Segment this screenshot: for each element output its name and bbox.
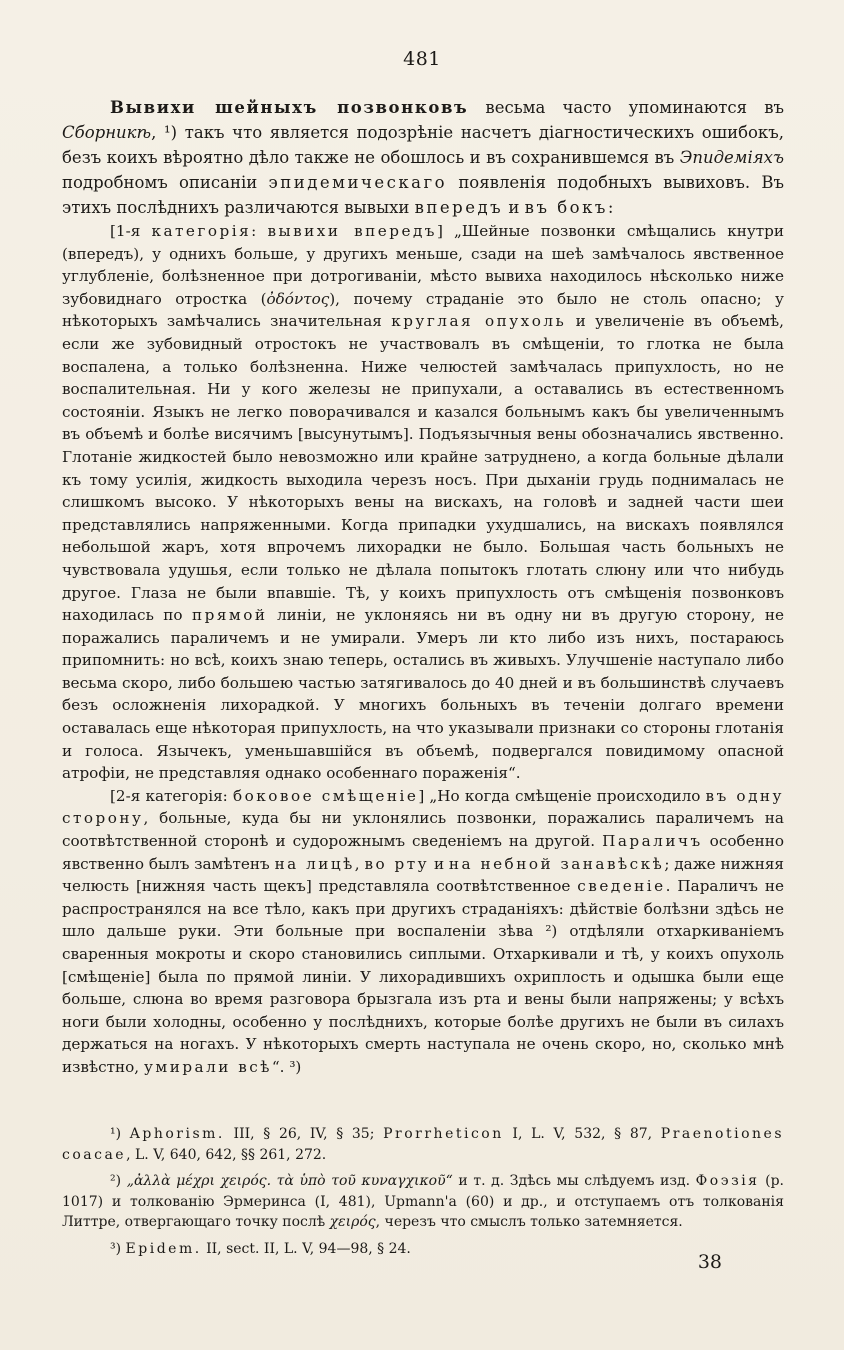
emphasis: во рту [364, 854, 430, 873]
emphasis: сведеніе [577, 877, 666, 896]
main-text [62, 95, 784, 1079]
footnote-3: ³) Epidem. II, sect. II, L. V, 94—98, § 24. [110, 1240, 411, 1257]
footnote-2: ²) „ἀλλὰ μέχρι χειρός. τὰ ὑπὸ τοῦ κυναγχικοῦ“ и т. д. Здѣсь мы слѣдуемъ изд. Фоэзія (p. 1017) и толкованію Эрмеринса (I, 481), Upmann'a (60) и др., и отступаемъ отъ толкованія Литтре, отвергающаго точку послѣ χειρός, черезъ что смыслъ только затемняется. [62, 1173, 784, 1230]
emphasis: на лицѣ [274, 854, 355, 873]
footnotes [62, 1124, 784, 1265]
emphasis: Параличъ [602, 832, 703, 851]
page-number: 481 [403, 48, 441, 70]
emphasis: эпидемическаго [268, 173, 448, 192]
emphasis: умирали всѣ [143, 1057, 272, 1076]
footnote-1: ¹) Aphorism. III, § 26, IV, § 35; Prorrheticon I, L. V, 532, § 87, Praenotiones coacae, L. V, 640, 642, §§ 261, 272. [62, 1126, 785, 1163]
work-title: Сборникѣ [62, 123, 152, 142]
emphasis: вывихи впередъ [267, 222, 437, 240]
category-1-paragraph: [1-я категорія: вывихи впередъ] „Шейные позвонки смѣщались кнутри (впередъ), у однихъ больше, у другихъ меньше, сзади на шеѣ замѣчалось явственное углубленіе, болѣзненное при дотрогиваніи, мѣсто вывиха находилось нѣсколько ниже зубовиднаго отростка (ὀδόντος), почему страданіе это было не столь опасно; у нѣкоторыхъ замѣчались значительная круглая опухоль и увеличеніе въ объемѣ, если же зубовидный отростокъ не участвовалъ въ смѣщеніи, то глотка не была воспалена, а только болѣзненна. Ниже челюстей замѣчалась припухлость, но не воспалительная. Ни у кого железы не припухали, а оставались въ естественномъ состояніи. Языкъ не легко поворачивался и казался больнымъ какъ бы увеличеннымъ въ объемѣ и болѣе висячимъ [высунутымъ]. Подъязычныя вены обозначались явственно. Глотаніе жидкостей было невозможно или крайне затруднено, а когда больные дѣлали къ тому усилія, жидкость выходила черезъ носъ. При дыханіи грудь поднималась не слишкомъ высоко. У нѣкоторыхъ вены на вискахъ, на головѣ и задней части шеи представлялись напряженными. Когда припадки ухудшались, на вискахъ появлялся небольшой жаръ, хотя впрочемъ лихорадки не было. Большая часть больныхъ не чувствовала удушья, если только не дѣлала попытокъ глотать слюну или что нибудь другое. Глаза не были впавшіе. Тѣ, у коихъ припухлость отъ смѣщенія позвонковъ находилась по прямой линіи, не уклоняясь ни въ одну ни въ другую сторону, не поражались параличемъ и не умирали. Умеръ ли кто либо изъ нихъ, постараюсь припомнить: но всѣ, коихъ знаю теперь, остались въ живыхъ. Улучшеніе наступало либо весьма скоро, либо большею частью затягивалось до 40 дней и въ большинствѣ случаевъ безъ осложненія лихорадкой. У многихъ больныхъ въ теченіи долгаго времени оставалась еще нѣкоторая припухлость, на что указывали признаки со стороны глотанія и голоса. Язычекъ, уменьшавшійся въ объемѣ, подвергался повидимому опасной атрофіи, не представляя однако особеннаго пораженія“. [62, 222, 785, 783]
emphasis: въ бокъ [524, 198, 608, 217]
emphasis: прямой [192, 606, 268, 625]
greek-term: ὀδόντος [266, 289, 330, 308]
lead-term: Вывихи шейныхъ позвонковъ [110, 98, 469, 117]
emphasis: впередъ [414, 198, 504, 217]
emphasis: боковое смѣщеніе [232, 786, 419, 805]
emphasis: круглая опухоль [391, 312, 567, 331]
intro-paragraph: Вывихи шейныхъ позвонковъ весьма часто упоминаются въ Сборникѣ, ¹) такъ что является подозрѣніе насчетъ діагностическихъ ошибокъ, безъ коихъ вѣроятно дѣло также не обошлось и въ сохранившемся въ Эпидеміяхъ подробномъ описаніи эпидемическаго появленія подобныхъ вывиховъ. Въ этихъ послѣднихъ различаются вывыхи впередъ и въ бокъ: [62, 98, 784, 217]
category-2-paragraph: [2-я категорія: боковое смѣщеніе] „Но когда смѣщеніе происходило въ одну сторону, больные, куда бы ни уклонялись позвонки, поражались параличемъ на соотвѣтственной сторонѣ и судорожнымъ сведеніемъ на другой. Параличъ особенно явственно былъ замѣтенъ на лицѣ, во рту и на небной занавѣскѣ; даже нижняя челюсть [нижняя часть щекъ] представляла соотвѣтственное сведеніе. Параличъ не распространялся на все тѣло, какъ при другихъ страданіяхъ: дѣйствіе болѣзни здѣсь не шло дальше руки. Эти больные при воспаленіи зѣва ²) отдѣляли отхаркиваніемъ сваренныя мокроты и скоро становились сиплыми. Отхаркивали и тѣ, у коихъ опухоль [смѣщеніе] была по прямой линіи. У лихорадившихъ охриплость и одышка были еще больше, слюна во время разговора брызгала изъ рта и вены были напряжены; у всѣхъ ноги были холодны, особенно у послѣднихъ, которые болѣе другихъ не были въ силахъ держаться на ногахъ. У нѣкоторыхъ смерть наступала не очень скоро, но, сколько мнѣ извѣстно, умирали всѣ“. ³) [62, 786, 785, 1076]
emphasis: категорія [151, 222, 252, 240]
signature-mark: 38 [697, 1251, 722, 1273]
emphasis: на небной занавѣскѣ [448, 854, 665, 873]
work-title: Эпидеміяхъ [679, 148, 784, 167]
emphasis: въ одну сторону [62, 786, 784, 828]
